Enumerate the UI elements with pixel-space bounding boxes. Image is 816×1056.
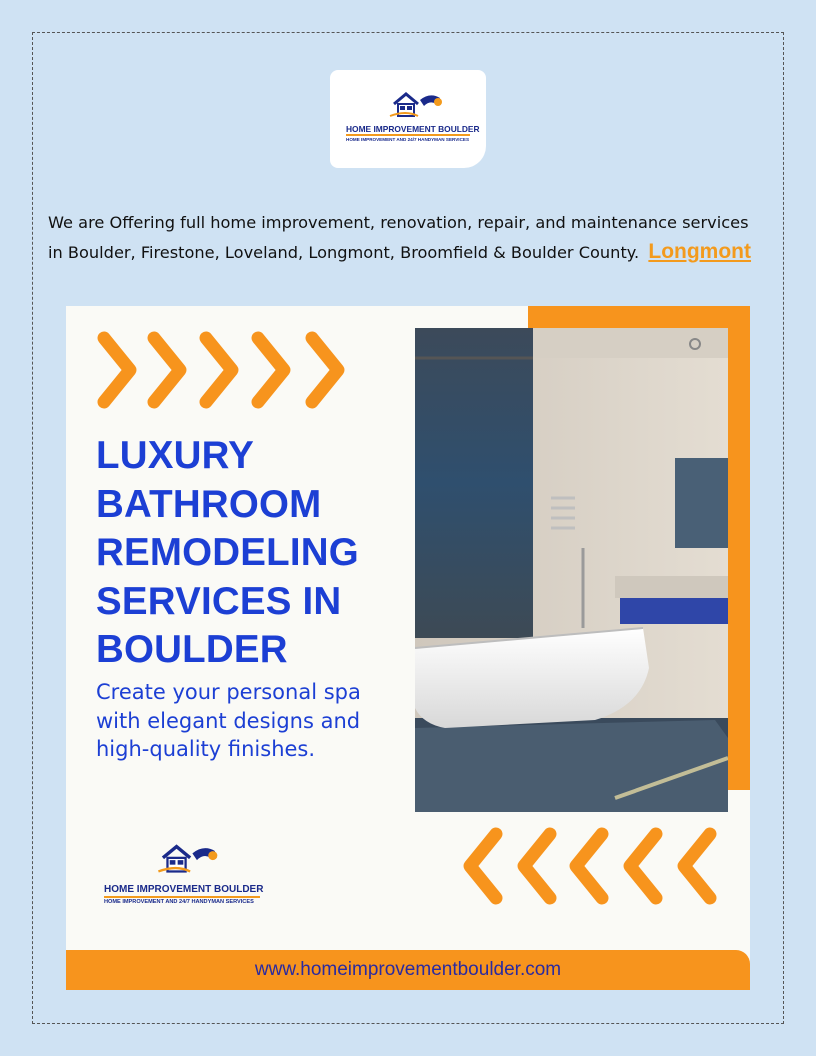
chevron-right-icon [104, 338, 130, 402]
chevron-right-icon [312, 338, 338, 402]
headline-line: SERVICES IN [96, 579, 342, 623]
chevron-left-icon [630, 834, 656, 898]
headline-line: BATHROOM [96, 482, 322, 526]
headline-line: LUXURY [96, 434, 255, 477]
house-logo-icon [156, 842, 222, 876]
logo-brand-text: HOME IMPROVEMENT BOULDER [104, 884, 264, 895]
logo-divider [104, 896, 260, 898]
logo-brand-text: HOME IMPROVEMENT BOULDER [346, 124, 480, 134]
logo-subtitle: HOME IMPROVEMENT AND 24/7 HANDYMAN SERVICES [104, 899, 254, 905]
intro-text: We are Offering full home improvement, renovation, repair, and maintenance services in Boulder, Firestone, Loveland, Longmont, Broomfield & Boulder County. [48, 213, 749, 262]
bathroom-photo [415, 328, 728, 812]
footer-bar [66, 950, 750, 990]
chevron-left-icon [684, 834, 710, 898]
headline-line: BOULDER [96, 628, 288, 671]
headline-line: REMODELING [96, 531, 359, 574]
tagline: Create your personal spa with elegant designs and high-quality finishes. [96, 680, 361, 761]
chevrons-left-row [460, 824, 732, 908]
intro-paragraph [48, 208, 768, 267]
logo-divider [346, 134, 470, 136]
chevrons-right-row [94, 328, 364, 412]
chevron-left-icon [576, 834, 602, 898]
chevron-left-icon [470, 834, 496, 898]
headline [96, 432, 416, 675]
chevron-right-icon [258, 338, 284, 402]
house-logo-icon [388, 90, 446, 120]
chevron-left-icon [524, 834, 550, 898]
promo-flyer [66, 306, 750, 990]
website-url-link[interactable]: www.homeimprovementboulder.com [254, 959, 562, 980]
company-logo [330, 70, 486, 168]
chevron-right-icon [154, 338, 180, 402]
bathroom-illustration [415, 328, 728, 812]
longmont-link[interactable]: Longmont [648, 240, 752, 263]
chevron-right-icon [206, 338, 232, 402]
top-logo-card [330, 70, 486, 168]
logo-subtitle: HOME IMPROVEMENT AND 24/7 HANDYMAN SERVICES [346, 137, 470, 142]
flyer-logo [102, 842, 272, 908]
